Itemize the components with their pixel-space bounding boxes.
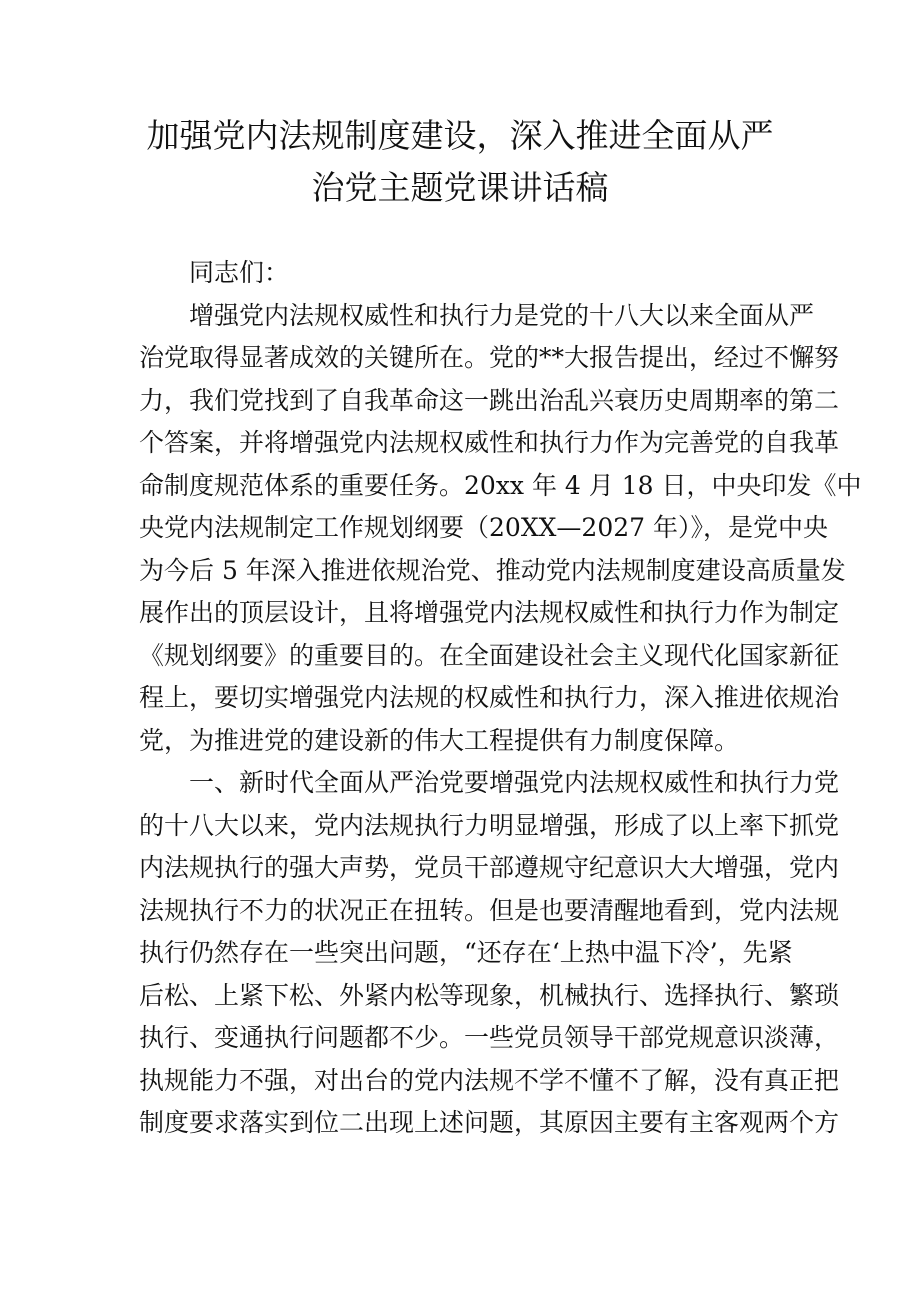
paragraph-1-line: 党，为推进党的建设新的伟大工程提供有力制度保障。 — [139, 725, 740, 755]
paragraph-1-line: 个答案，并将增强党内法规权威性和执行力作为完善党的自我革 — [139, 428, 840, 457]
salutation: 同志们： — [189, 258, 290, 287]
paragraph-1-line: 央党内法规制定工作规划纲要（20XX—2027 年）》，是党中央 — [139, 513, 828, 542]
paragraph-1-line: 力，我们党找到了自我革命这一跳出治乱兴衰历史周期率的第二 — [139, 385, 840, 415]
paragraph-2-line: 执规能力不强，对出台的党内法规不学不懂不了解，没有真正把 — [139, 1065, 840, 1095]
paragraph-1-line: 治党取得显著成效的关键所在。党的**大报告提出，经过不懈努 — [139, 343, 840, 372]
paragraph-1-line: 增强党内法规权威性和执行力是党的十八大以来全面从严 — [189, 300, 815, 330]
paragraph-2-line: 制度要求落实到位二出现上述问题，其原因主要有主客观两个方 — [139, 1108, 840, 1137]
document-title — [120, 110, 800, 214]
paragraph-2-line: 内法规执行的强大声势，党员干部遵规守纪意识大大增强，党内 — [139, 853, 840, 882]
paragraph-2-line: 执行仍然存在一些突出问题，“还存在‘上热中温下冷’，先紧 — [139, 938, 793, 967]
paragraph-2-line: 后松、上紧下松、外紧内松等现象，机械执行、选择执行、繁琐 — [139, 980, 840, 1010]
title-line-1: 加强党内法规制度建设，深入推进全面从严 — [146, 116, 774, 155]
paragraph-1-line: 展作出的顶层设计，且将增强党内法规权威性和执行力作为制定 — [139, 598, 840, 627]
paragraph-1-line: 命制度规范体系的重要任务。20xx 年 4 月 18 日，中央印发《中 — [139, 470, 862, 500]
paragraph-1-line: 《规划纲要》的重要目的。在全面建设社会主义现代化国家新征 — [139, 640, 840, 670]
paragraph-2-line: 法规执行不力的状况正在扭转。但是也要清醒地看到，党内法规 — [139, 895, 840, 925]
document-body — [139, 252, 862, 1145]
paragraph-2-line: 一、新时代全面从严治党要增强党内法规权威性和执行力党 — [189, 768, 840, 797]
paragraph-1-line: 程上，要切实增强党内法规的权威性和执行力，深入推进依规治 — [139, 683, 840, 712]
paragraph-2-line: 的十八大以来，党内法规执行力明显增强，形成了以上率下抓党 — [139, 810, 840, 840]
paragraph-1-line: 为今后 5 年深入推进依规治党、推动党内法规制度建设高质量发 — [139, 555, 846, 585]
title-line-2: 治党主题党课讲话稿 — [311, 168, 609, 207]
paragraph-2-line: 执行、变通执行问题都不少。一些党员领导干部党规意识淡薄， — [139, 1023, 840, 1052]
